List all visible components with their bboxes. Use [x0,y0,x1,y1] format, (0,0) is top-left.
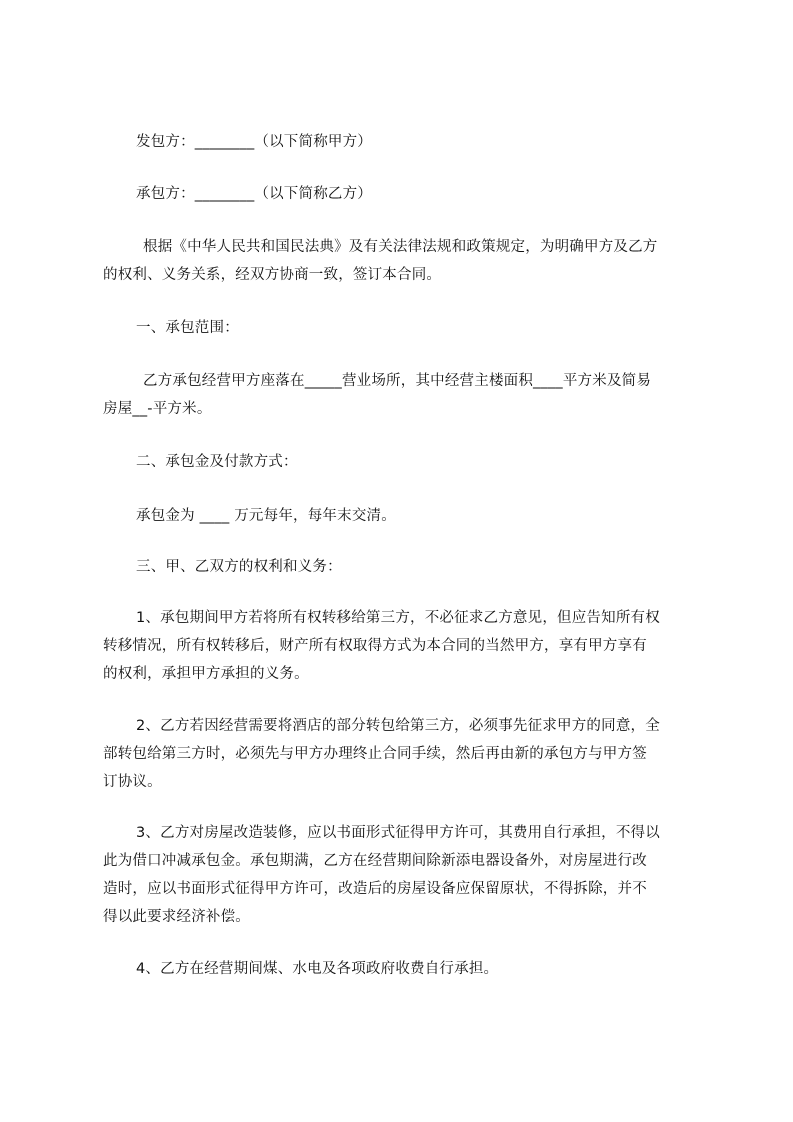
section-2-heading [136,448,748,476]
section-1-line-2: 房屋__-平方米。 [103,401,212,417]
section-1-line-1: 乙方承包经营甲方座落在_____营业场所，其中经营主楼面积____平方米及简易 [143,373,652,389]
section-2-body [136,502,748,530]
clause-2-line-3: 订协议。 [103,774,162,790]
clause-4 [136,955,748,983]
preamble-paragraph [103,233,715,289]
clause-3 [103,819,715,931]
clause-1-line-3: 的权利，承担甲方承担的义务。 [103,666,309,682]
party-b-text: 承包方：________（以下简称乙方） [136,186,372,202]
section-1-heading [136,314,748,342]
clause-1-line-1: 1、承包期间甲方若将所有权转移给第三方，不必征求乙方意见，但应告知所有权 [136,610,660,626]
clause-1-line-2: 转移情况，所有权转移后，财产所有权取得方式为本合同的当然甲方，享有甲方享有 [103,638,647,654]
section-3-title: 三、甲、乙双方的权利和义务： [136,559,342,575]
section-2-title: 二、承包金及付款方式： [136,454,298,470]
clause-1 [103,604,715,688]
clause-4-text: 4、乙方在经营期间煤、水电及各项政府收费自行承担。 [136,961,499,977]
section-3-heading [136,553,748,581]
clause-3-line-1: 3、乙方对房屋改造装修，应以书面形式征得甲方许可，其费用自行承担，不得以 [136,825,660,841]
party-a-line [136,128,748,156]
clause-3-line-3: 造时，应以书面形式征得甲方许可，改造后的房屋设备应保留原状，不得拆除，并不 [103,881,647,897]
preamble-line-2: 的权利、义务关系，经双方协商一致，签订本合同。 [103,267,442,283]
clause-2-line-2: 部转包给第三方时，必须先与甲方办理终止合同手续，然后再由新的承包方与甲方签 [103,746,647,762]
clause-3-line-4: 得以此要求经济补偿。 [103,909,250,925]
section-2-text: 承包金为 ____ 万元每年，每年末交清。 [136,508,396,524]
preamble-line-1: 根据《中华人民共和国民法典》及有关法律法规和政策规定，为明确甲方及乙方 [143,239,658,255]
section-1-body [103,367,715,423]
clause-3-line-2: 此为借口冲减承包金。承包期满，乙方在经营期间除新添电器设备外，对房屋进行改 [103,853,647,869]
section-1-title: 一、承包范围： [136,320,239,336]
party-a-text: 发包方：________（以下简称甲方） [136,134,372,150]
clause-2-line-1: 2、乙方若因经营需要将酒店的部分转包给第三方，必须事先征求甲方的同意，全 [136,718,660,734]
party-b-line [136,180,748,208]
clause-2 [103,712,715,796]
